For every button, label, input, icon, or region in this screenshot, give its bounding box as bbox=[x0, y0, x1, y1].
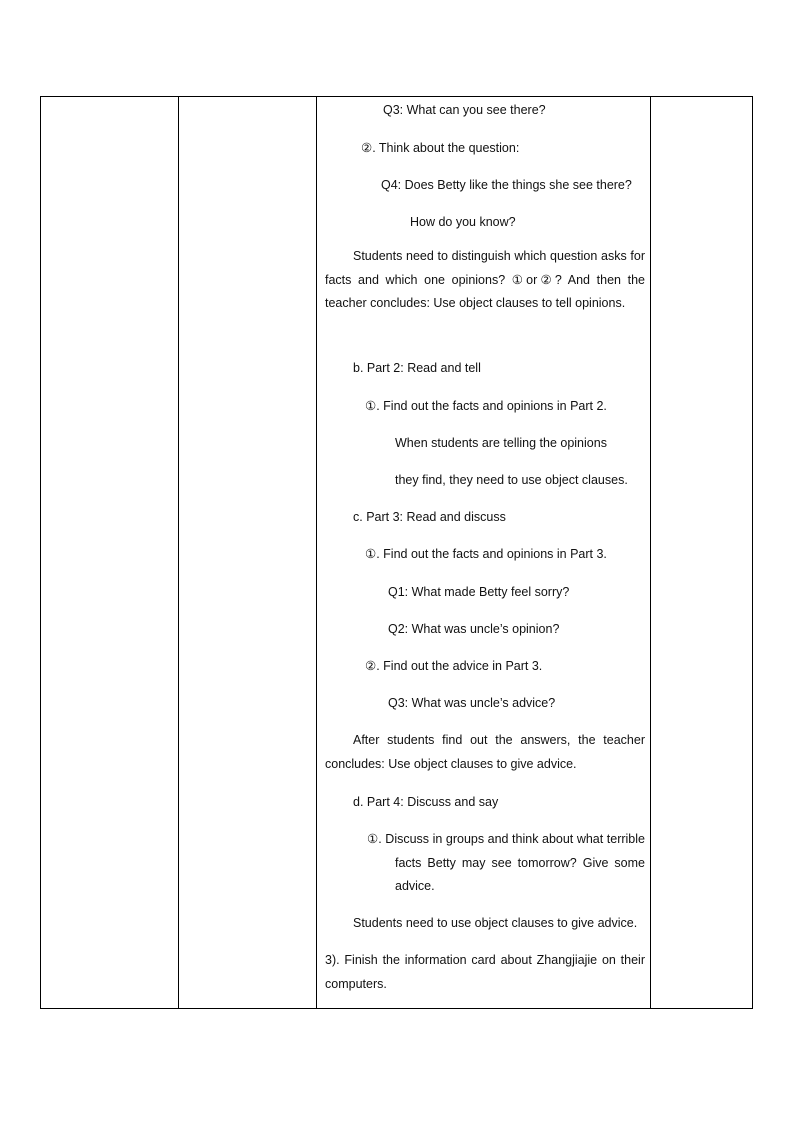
q3-line: Q3: What can you see there? bbox=[383, 103, 546, 117]
column-divider-2 bbox=[316, 97, 317, 1008]
part3-q3: Q3: What was uncle’s advice? bbox=[388, 696, 556, 710]
part4-title: d. Part 4: Discuss and say bbox=[353, 795, 499, 809]
part2-title: b. Part 2: Read and tell bbox=[353, 361, 481, 375]
part3-step1: ①. Find out the facts and opinions in Part 3. bbox=[365, 547, 607, 561]
part4-step1: ①. Discuss in groups and think about what terrible facts Betty may see tomorrow? Give some advice. bbox=[367, 832, 645, 893]
part3-q2: Q2: What was uncle’s opinion? bbox=[388, 622, 560, 636]
part2-step1: ①. Find out the facts and opinions in Part 2. bbox=[365, 399, 607, 413]
paragraph-facts-opinions: Students need to distinguish which question asks for facts and which one opinions? ①or②? And then the teacher concludes: Use object clauses to tell opinions. bbox=[325, 249, 645, 310]
part3-step2: ②. Find out the advice in Part 3. bbox=[365, 659, 543, 673]
paragraph-information-card: 3). Finish the information card about Zhangjiajie on their computers. bbox=[325, 953, 645, 991]
q4-line: Q4: Does Betty like the things she see there? bbox=[381, 178, 632, 192]
column-divider-1 bbox=[178, 97, 179, 1008]
part2-note-line2: they find, they need to use object clauses. bbox=[395, 473, 628, 487]
part3-title: c. Part 3: Read and discuss bbox=[353, 510, 506, 524]
think-step: ②. Think about the question: bbox=[361, 141, 520, 155]
q4-followup: How do you know? bbox=[410, 215, 516, 229]
lesson-plan-table bbox=[40, 96, 753, 1009]
part3-q1: Q1: What made Betty feel sorry? bbox=[388, 585, 570, 599]
paragraph-object-clauses: Students need to use object clauses to give advice. bbox=[353, 916, 638, 930]
paragraph-give-advice: After students find out the answers, the teacher concludes: Use object clauses to give advice. bbox=[325, 733, 645, 771]
part2-note-line1: When students are telling the opinions bbox=[395, 436, 607, 450]
content-column bbox=[318, 97, 651, 1008]
